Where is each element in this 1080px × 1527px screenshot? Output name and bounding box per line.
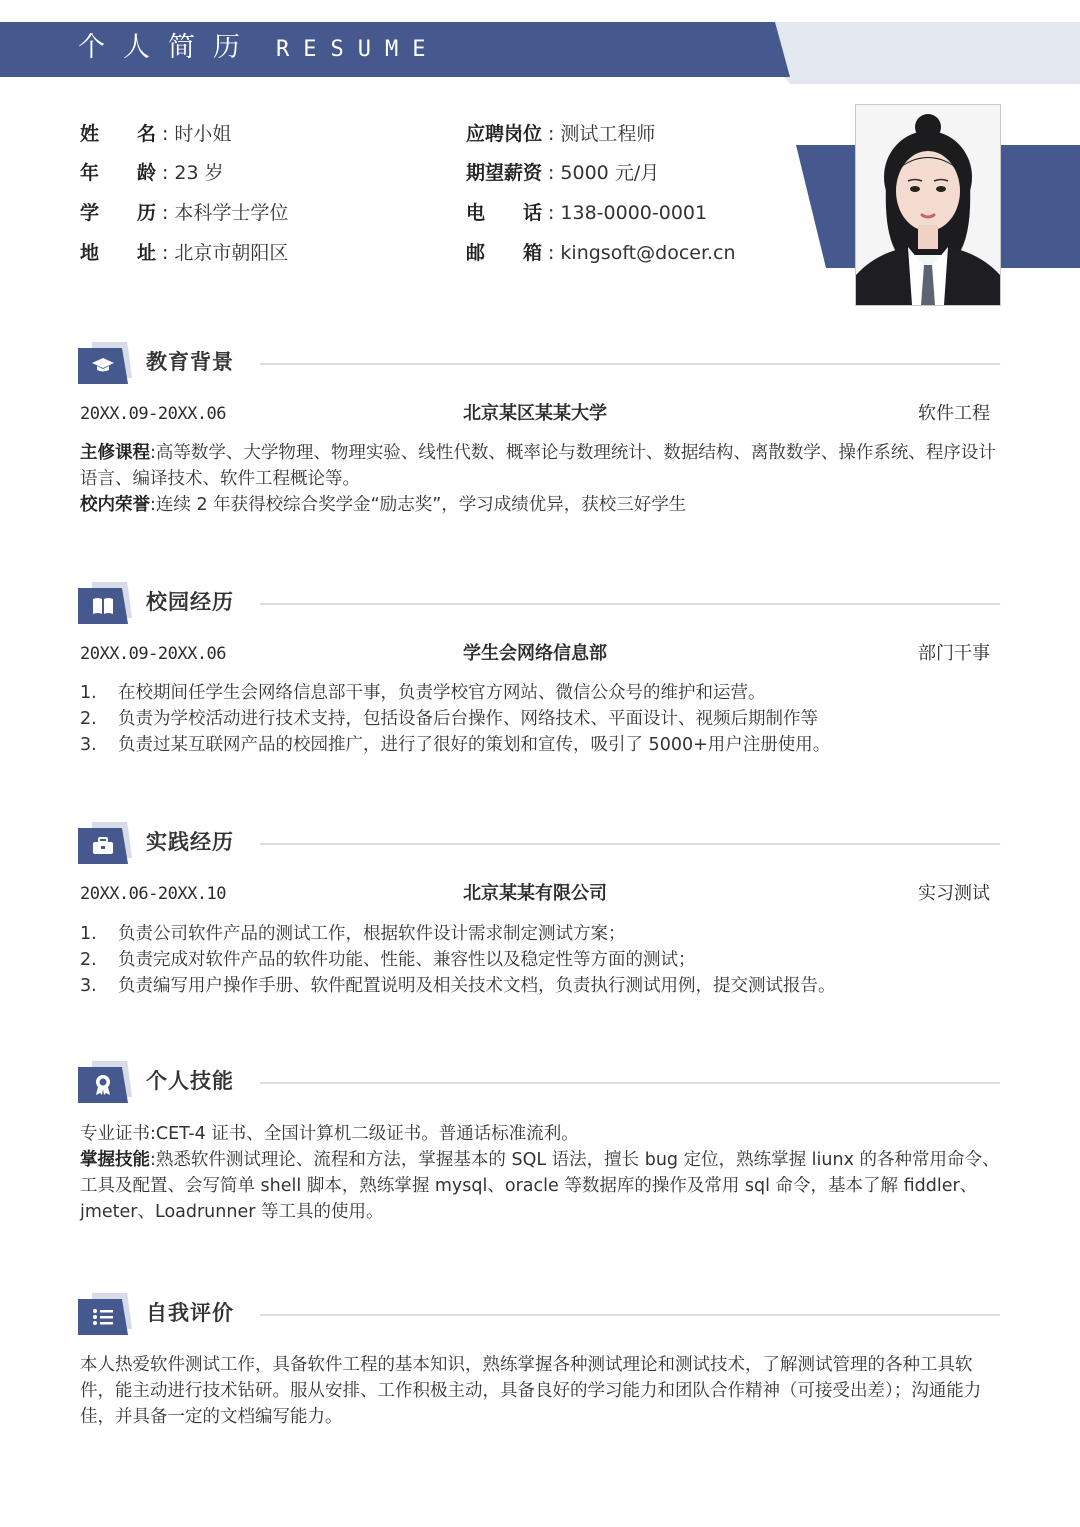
entry-org: 北京某某有限公司: [463, 883, 607, 904]
cert-text: CET-4 证书、全国计算机二级证书。普通话标准流利。: [155, 1124, 579, 1144]
info-address: 地 址 : 北京市朝阳区: [80, 242, 289, 264]
education-courses: 主修课程:高等数学、大学物理、物理实验、线性代数、概率论与数理统计、数据结构、离散数学、操作系统、程序设计语言、编译技术、软件工程概论等。: [80, 443, 996, 489]
portrait-image: [856, 105, 1000, 305]
entry-role: 实习测试: [918, 883, 990, 904]
job-value: 测试工程师: [560, 123, 656, 145]
salary-value: 5000 元/月: [560, 162, 660, 184]
salary-label: 期望薪资: [466, 162, 543, 184]
self-evaluation-text: 本人热爱软件测试工作，具备软件工程的基本知识，熟练掌握各种测试理论和测试技术，了解测试管理的各种工具软件，能主动进行技术钻研。服从安排、工作积极主动，具备良好的学习能力和团队合作精神（可接受出差）；沟通能力佳，并具备一定的文档编写能力。: [80, 1355, 982, 1427]
honors-text: 连续 2 年获得校综合奖学金“励志奖”，学习成绩优异，获校三好学生: [155, 495, 687, 515]
addr-label: 地 址: [80, 242, 157, 264]
list-item: 3. 负责过某互联网产品的校园推广，进行了很好的策划和宣传，吸引了 5000+用户注册使用。: [80, 735, 831, 755]
section-education-header: [78, 342, 1000, 384]
book-icon: [78, 588, 128, 624]
section-title: 自我评价: [146, 1301, 234, 1325]
avatar: [855, 104, 1001, 306]
courses-label: 主修课程: [80, 443, 150, 463]
section-divider: [260, 363, 1000, 365]
age-label: 年 龄: [80, 162, 157, 184]
name-value: 时小姐: [174, 123, 232, 145]
skills-cert: 专业证书:CET-4 证书、全国计算机二级证书。普通话标准流利。: [80, 1124, 579, 1144]
section-title: 实践经历: [146, 830, 234, 854]
graduation-cap-icon: [78, 348, 128, 384]
education-honors: 校内荣誉:连续 2 年获得校综合奖学金“励志奖”，学习成绩优异，获校三好学生: [80, 495, 687, 515]
section-divider: [260, 843, 1000, 845]
header-accent: [740, 22, 1080, 84]
award-badge-icon: [78, 1067, 128, 1103]
phone-value: 138-0000-0001: [560, 202, 708, 224]
briefcase-icon: [78, 828, 128, 864]
info-name: 姓 名 : 时小姐: [80, 123, 232, 145]
section-divider: [260, 603, 1000, 605]
info-education: 学 历 : 本科学士学位: [80, 202, 289, 224]
practice-list: [80, 921, 1000, 999]
info-phone: 电 话 : 138-0000-0001: [466, 202, 708, 224]
list-item: 1. 在校期间任学生会网络信息部干事，负责学校官方网站、微信公众号的维护和运营。: [80, 683, 766, 703]
section-title: 校园经历: [146, 590, 234, 614]
section-title: 教育背景: [146, 350, 234, 374]
email-label: 邮 箱: [466, 242, 543, 264]
title-en: RESUME: [276, 37, 440, 62]
section-skills-header: [78, 1061, 1000, 1103]
section-campus-header: [78, 582, 1000, 624]
skills-main: 掌握技能:熟悉软件测试理论、流程和方法，掌握基本的 SQL 语法，擅长 bug 定位，熟练掌握 liunx 的各种常用命令、工具及配置、会写简单 shell 脚本，熟练掌握 mysql、oracle 等数据库的操作及常用 sql 命令，基本了解 fiddler、jmeter、Loadrunner 等工具的使用。: [80, 1150, 1000, 1222]
list-item: 1. 负责公司软件产品的测试工作，根据软件设计需求制定测试方案；: [80, 924, 626, 944]
section-divider: [260, 1082, 1000, 1084]
list-item: 2. 负责为学校活动进行技术支持，包括设备后台操作、网络技术、平面设计、视频后期制作等: [80, 709, 818, 729]
cert-label: 专业证书: [80, 1124, 150, 1144]
entry-org: 北京某区某某大学: [463, 403, 607, 424]
campus-list: [80, 680, 1000, 758]
skill-label: 掌握技能: [80, 1150, 150, 1170]
info-age: 年 龄 : 23 岁: [80, 162, 224, 184]
page-title: [78, 26, 439, 72]
list-item: 3. 负责编写用户操作手册、软件配置说明及相关技术文档，负责执行测试用例，提交测试报告。: [80, 976, 836, 996]
title-cn: 个人简历: [78, 32, 258, 63]
phone-label: 电 话: [466, 202, 543, 224]
edu-value: 本科学士学位: [174, 202, 289, 224]
entry-role: 软件工程: [918, 403, 990, 424]
section-title: 个人技能: [146, 1069, 234, 1093]
entry-date: 20XX.06-20XX.10: [80, 884, 227, 904]
list-item: 2. 负责完成对软件产品的软件功能、性能、兼容性以及稳定性等方面的测试；: [80, 950, 696, 970]
email-value: kingsoft@docer.cn: [560, 242, 736, 264]
section-practice-header: [78, 822, 1000, 864]
honors-label: 校内荣誉: [80, 495, 150, 515]
list-icon: [78, 1299, 128, 1335]
info-salary: 期望薪资 : 5000 元/月: [466, 162, 660, 184]
edu-label: 学 历: [80, 202, 157, 224]
job-label: 应聘岗位: [466, 123, 543, 145]
name-label: 姓 名: [80, 123, 157, 145]
courses-text: 高等数学、大学物理、物理实验、线性代数、概率论与数理统计、数据结构、离散数学、操作系统、程序设计语言、编译技术、软件工程概论等。: [80, 443, 996, 489]
section-self-header: [78, 1293, 1000, 1335]
entry-role: 部门干事: [918, 643, 990, 664]
skill-text: 熟悉软件测试理论、流程和方法，掌握基本的 SQL 语法，擅长 bug 定位，熟练掌握 liunx 的各种常用命令、工具及配置、会写简单 shell 脚本，熟练掌握 mysql、oracle 等数据库的操作及常用 sql 命令，基本了解 fiddler、jmeter、Loadrunner 等工具的使用。: [80, 1150, 1000, 1222]
entry-date: 20XX.09-20XX.06: [80, 404, 227, 424]
section-divider: [260, 1314, 1000, 1316]
info-email: 邮 箱 : kingsoft@docer.cn: [466, 242, 736, 264]
entry-org: 学生会网络信息部: [463, 643, 607, 664]
age-value: 23 岁: [174, 162, 224, 184]
info-job: 应聘岗位 : 测试工程师: [466, 123, 656, 145]
entry-date: 20XX.09-20XX.06: [80, 644, 227, 664]
addr-value: 北京市朝阳区: [174, 242, 289, 264]
